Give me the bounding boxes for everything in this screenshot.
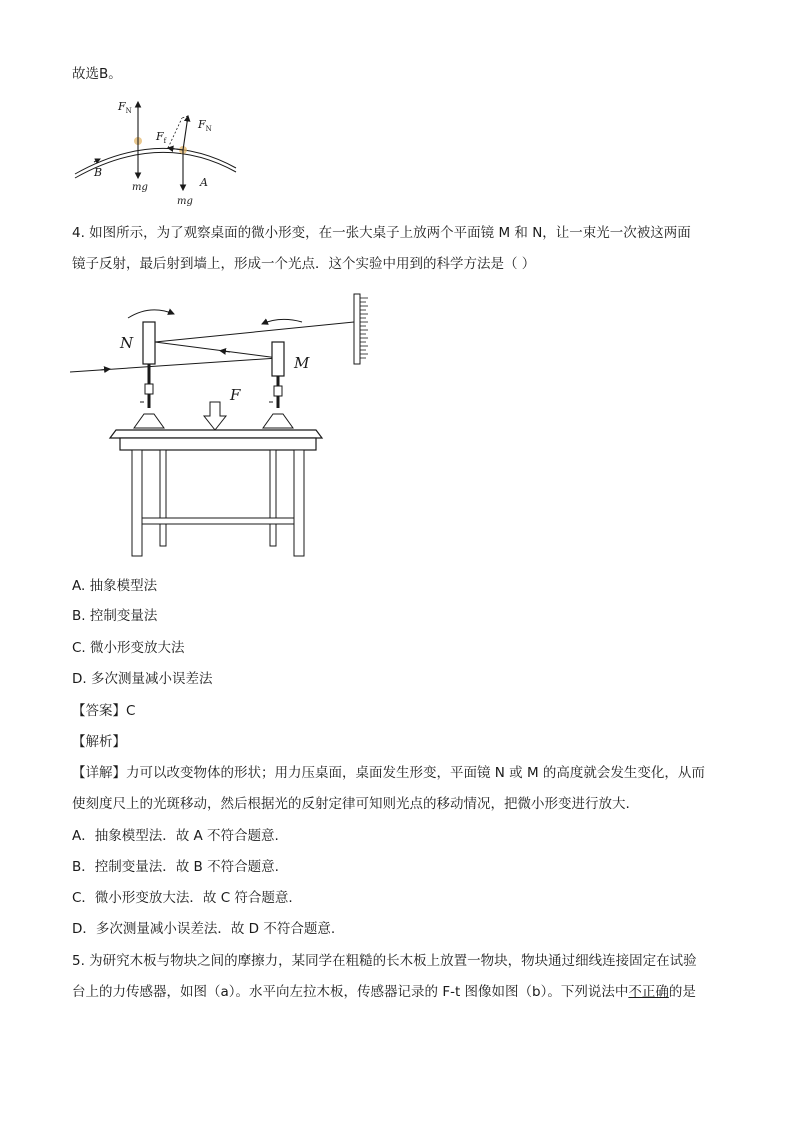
detail-line-1: 【详解】力可以改变物体的形状；用力压桌面，桌面发生形变，平面镜 N 或 M 的高度就会发生变化，从而: [72, 765, 705, 781]
mirror-table-figure: [70, 290, 390, 560]
point-a-label: A: [200, 176, 208, 189]
fn-label: $F_N$: [118, 100, 132, 115]
option-c: C. 微小形变放大法: [72, 640, 185, 656]
mg-right-label: mg: [177, 196, 193, 207]
text-line: 故选B。: [72, 66, 122, 82]
question-4-line-1: 4. 如图所示，为了观察桌面的微小形变，在一张大桌子上放两个平面镜 M 和 N，让一束光一次被这两面: [72, 225, 691, 241]
ff-label: $F_f$: [156, 130, 167, 145]
analysis-heading: 【解析】: [72, 734, 126, 750]
point-b-label: B: [94, 166, 103, 179]
explain-a: A．抽象模型法．故 A 不符合题意.: [72, 828, 279, 844]
mirror-n-label: N: [120, 334, 134, 352]
option-d: D. 多次测量减小误差法: [72, 671, 213, 687]
explain-c: C．微小形变放大法．故 C 符合题意.: [72, 890, 293, 906]
force-diagram-figure: [70, 96, 240, 216]
question-5-line-2: [72, 982, 696, 1002]
explain-d: D．多次测量减小误差法．故 D 不符合题意.: [72, 921, 336, 937]
detail-line-2: 使刻度尺上的光斑移动，然后根据光的反射定律可知则光点的移动情况，把微小形变进行放大.: [72, 796, 630, 812]
mirror-m-label: M: [294, 354, 310, 372]
option-a: A. 抽象模型法: [72, 578, 158, 594]
answer-line: 【答案】C: [72, 703, 136, 719]
explain-b: B．控制变量法．故 B 不符合题意.: [72, 859, 279, 875]
q5-underlined-text: 不正确: [628, 984, 669, 1000]
fn2-label: $F_N$: [198, 118, 212, 133]
question-4-line-2: 镜子反射，最后射到墙上，形成一个光点．这个实验中用到的科学方法是（ ）: [72, 256, 536, 272]
q5-text-pre: 台上的力传感器，如图（a）。水平向左拉木板，传感器记录的 F-t 图像如图（b）。下列说法中: [72, 984, 629, 1000]
question-5-line-1: 5. 为研究木板与物块之间的摩擦力，某同学在粗糙的长木板上放置一物块，物块通过细线连接固定在试验: [72, 953, 697, 969]
force-f-label: F: [230, 386, 241, 404]
q5-text-post: 的是: [668, 984, 696, 1000]
mg-left-label: mg: [132, 182, 148, 193]
option-b: B. 控制变量法: [72, 608, 158, 624]
